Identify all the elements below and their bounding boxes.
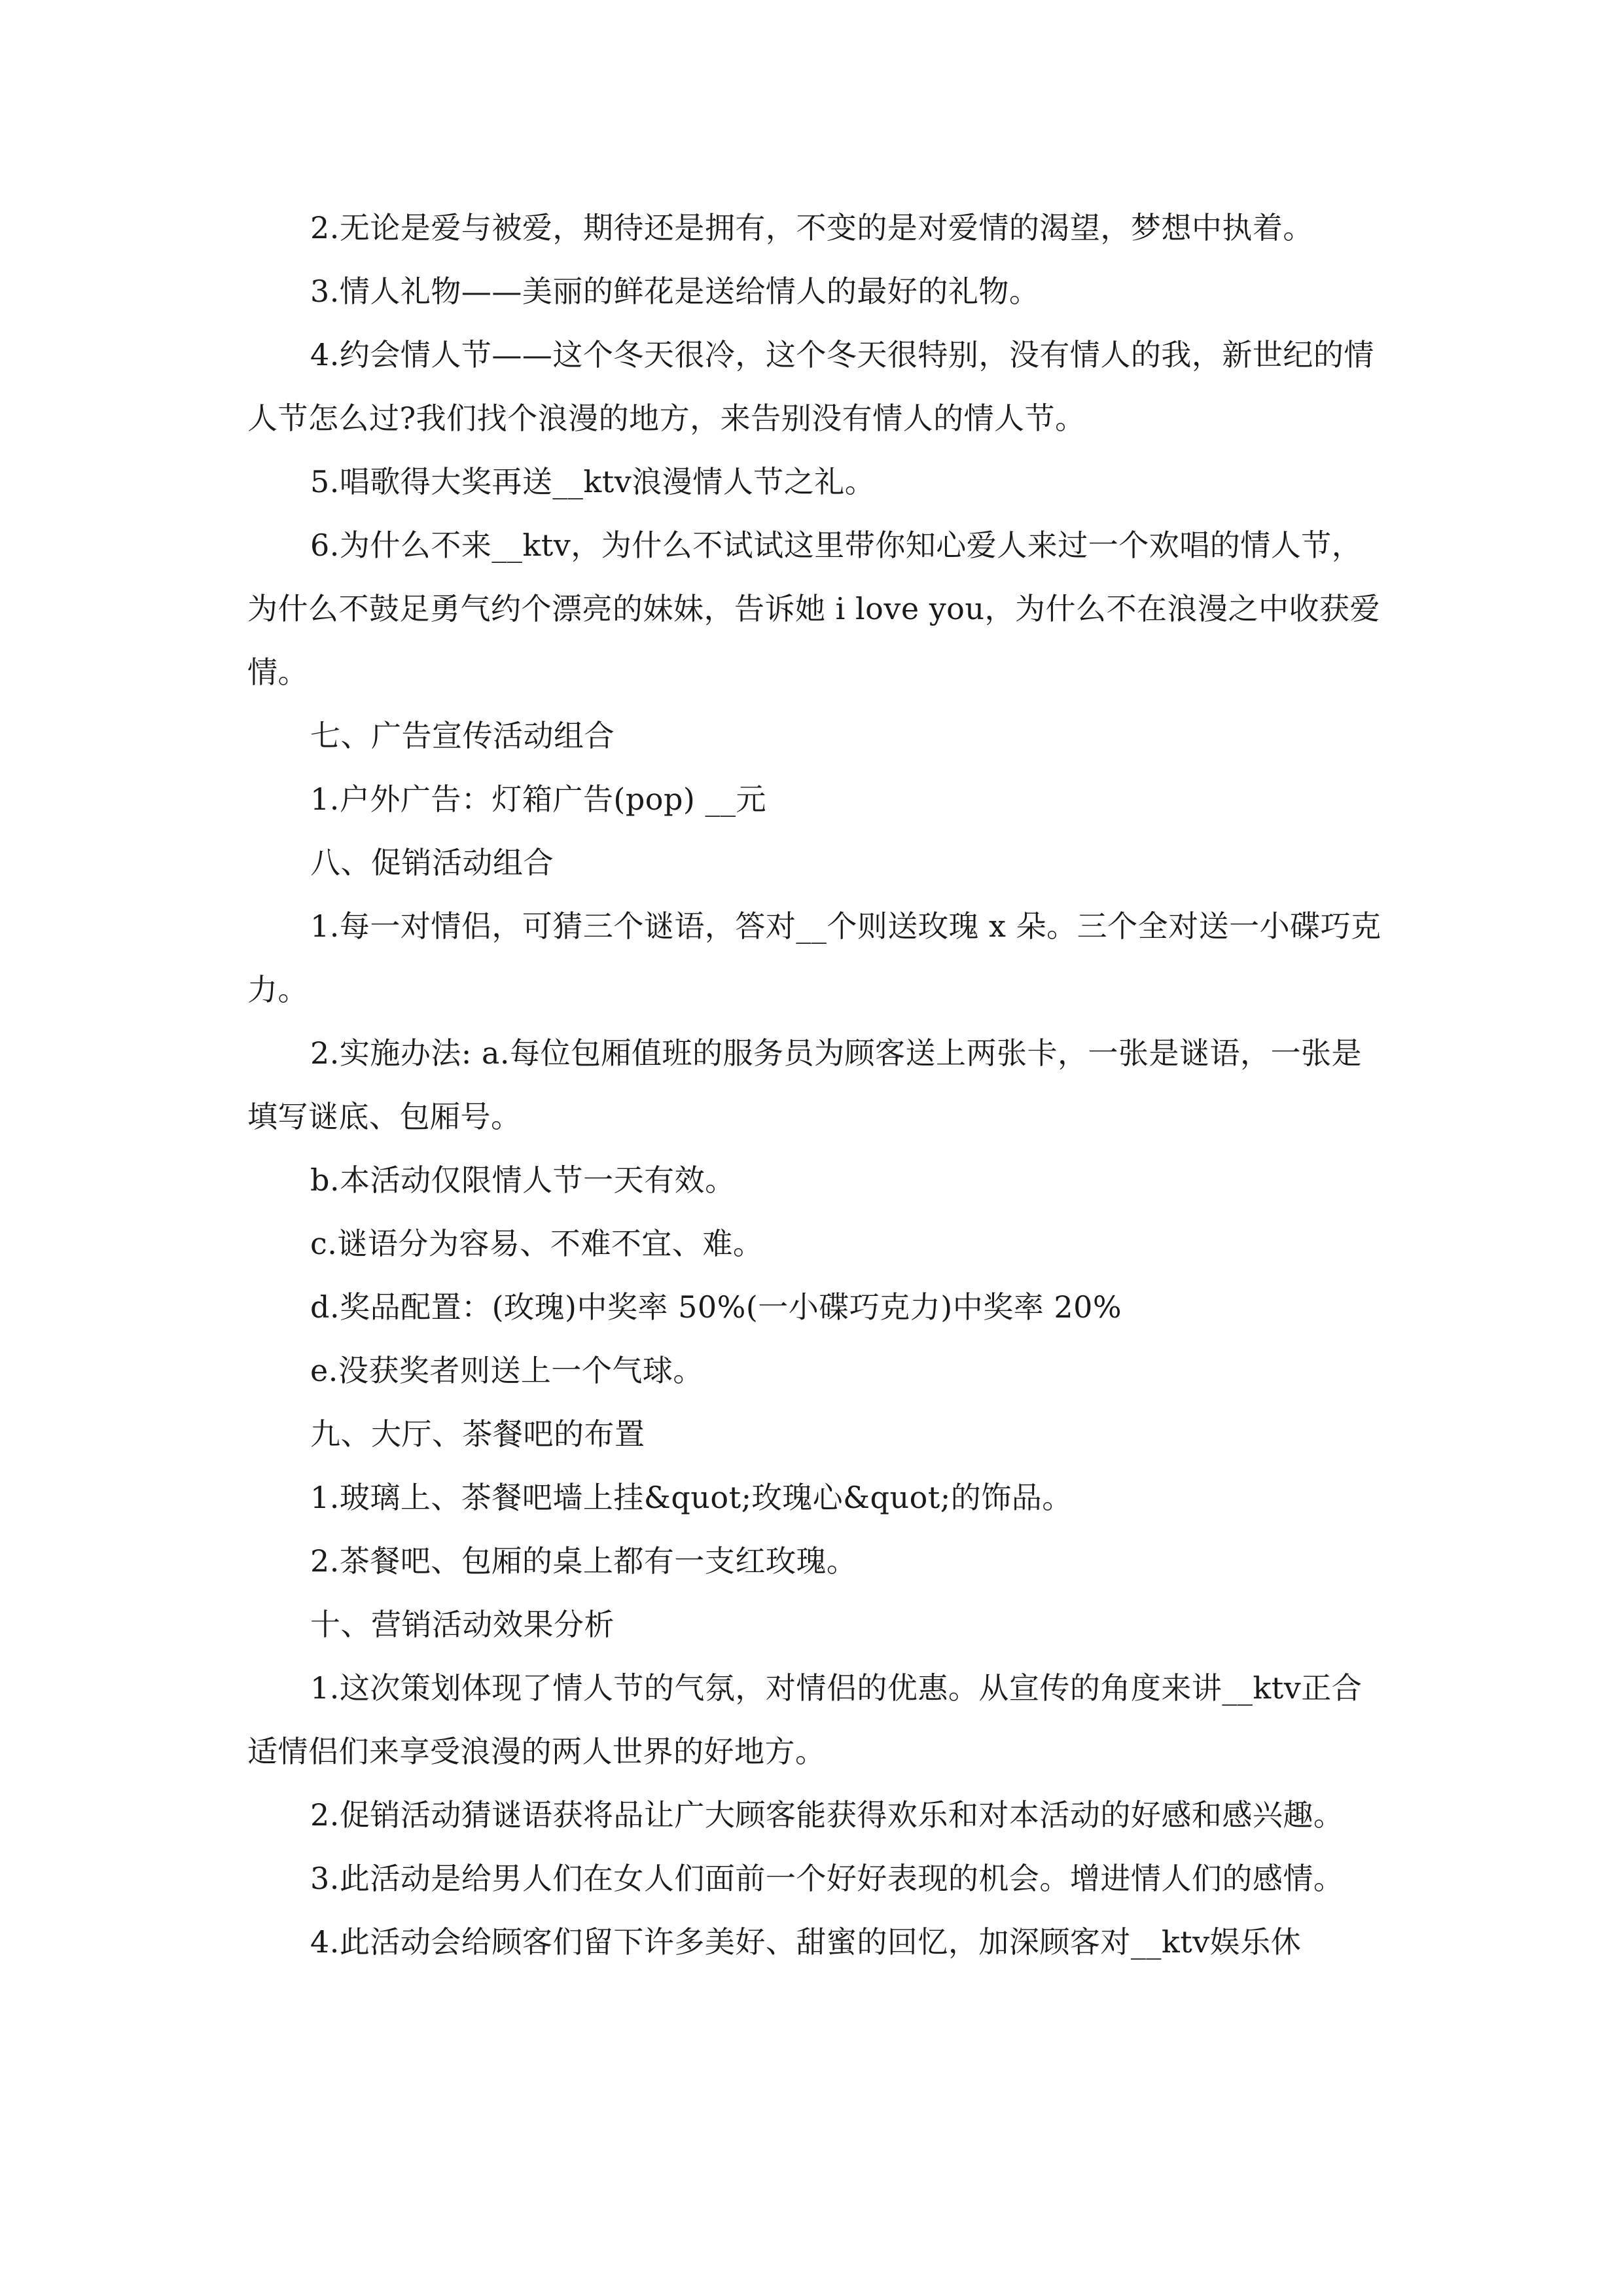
paragraph: 6.为什么不来__ktv，为什么不试试这里带你知心爱人来过一个欢唱的情人节，为什么不鼓足勇气约个漂亮的妹妹，告诉她 i love you，为什么不在浪漫之中收获爱情。 <box>247 528 1381 690</box>
paragraph: 2.实施办法: a.每位包厢值班的服务员为顾客送上两张卡，一张是谜语，一张是填写谜底、包厢号。 <box>247 1035 1363 1134</box>
section-heading: 七、广告宣传活动组合 <box>310 718 615 753</box>
paragraph: 1.这次策划体现了情人节的气氛，对情侣的优惠。从宣传的角度来讲__ktv正合适情侣们来享受浪漫的两人世界的好地方。 <box>247 1670 1363 1769</box>
paragraph: d.奖品配置：(玫瑰)中奖率 50%(一小碟巧克力)中奖率 20% <box>310 1289 1122 1325</box>
paragraph: 1.玻璃上、茶餐吧墙上挂&quot;玫瑰心&quot;的饰品。 <box>310 1480 1073 1515</box>
paragraph: 3.此活动是给男人们在女人们面前一个好好表现的机会。增进情人们的感情。 <box>310 1861 1344 1896</box>
paragraph: 2.促销活动猜谜语获将品让广大顾客能获得欢乐和对本活动的好感和感兴趣。 <box>310 1797 1344 1833</box>
paragraph: 1.户外广告：灯箱广告(pop) __元 <box>310 781 766 817</box>
paragraph: 5.唱歌得大奖再送__ktv浪漫情人节之礼。 <box>310 464 876 499</box>
paragraph: 1.每一对情侣，可猜三个谜语，答对__个则送玫瑰 x 朵。三个全对送一小碟巧克力。 <box>247 908 1382 1007</box>
paragraph: 2.茶餐吧、包厢的桌上都有一支红玫瑰。 <box>310 1543 857 1579</box>
paragraph: b.本活动仅限情人节一天有效。 <box>310 1162 736 1198</box>
paragraph: c.谜语分为容易、不难不宜、难。 <box>310 1226 764 1261</box>
paragraph: 4.此活动会给顾客们留下许多美好、甜蜜的回忆，加深顾客对__ktv娱乐休 <box>310 1924 1302 1960</box>
section-heading: 八、促销活动组合 <box>310 845 554 880</box>
paragraph: e.没获奖者则送上一个气球。 <box>310 1353 704 1388</box>
paragraph: 3.情人礼物——美丽的鲜花是送给情人的最好的礼物。 <box>310 274 1040 309</box>
document-body <box>247 196 1383 1974</box>
paragraph: 2.无论是爱与被爱，期待还是拥有，不变的是对爱情的渴望，梦想中执着。 <box>310 210 1313 245</box>
section-heading: 九、大厅、茶餐吧的布置 <box>310 1416 645 1452</box>
paragraph: 4.约会情人节——这个冬天很冷，这个冬天很特别，没有情人的我，新世纪的情人节怎么过?我们找个浪漫的地方，来告别没有情人的情人节。 <box>247 337 1374 436</box>
section-heading: 十、营销活动效果分析 <box>310 1607 615 1642</box>
